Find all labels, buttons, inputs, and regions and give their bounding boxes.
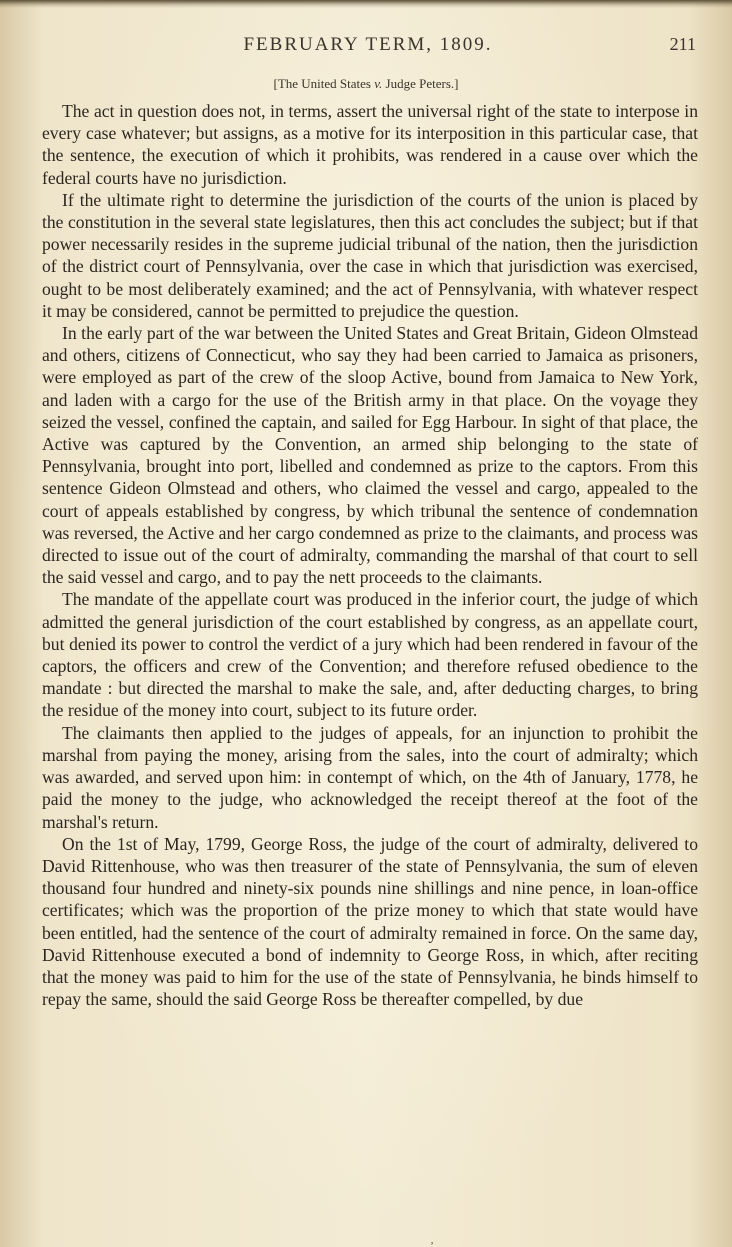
paragraph-2: If the ultimate right to determine the jurisdiction of the courts of the union is placed by the constitution in the several state legislatures, then this act concludes the subject; but if that power necessarily resides in the supreme judicial tribunal of the nation, then the jurisdiction of the district court of Pennsylvania, over the case in which that jurisdiction was exercised, ought to be most deliberately examined; and the act of Pennsylvania, with whatever respect it may be considered, cannot be permitted to prejudice the question. <box>42 189 698 321</box>
running-title: FEBRUARY TERM, 1809. <box>243 34 493 55</box>
paragraph-6: On the 1st of May, 1799, George Ross, the judge of the court of admiralty, delivered to David Rittenhouse, who was then treasurer of the state of Pennsylvania, the sum of eleven thousand four hundred and ninety-six pounds nine shillings and nine pence, in loan-office certificates; which was the proportion of the prize money to which that state would have been entitled, had the sentence of the court of admiralty remained in force. On the same day, David Rittenhouse executed a bond of indemnity to George Ross, in which, after reciting that the money was paid to him for the use of the state of Pennsylvania, he binds himself to repay the same, should the said George Ross be thereafter compelled, by due <box>42 833 698 1010</box>
page-number: 211 <box>669 34 696 54</box>
footer-mark: ‚ <box>430 1232 434 1246</box>
paragraph-4: The mandate of the appellate court was produced in the inferior court, the judge of which admitted the general jurisdiction of the court established by congress, as an appellate court, but denied its power to control the verdict of a jury which had been rendered in favour of the captors, the officers and crew of the Convention; and therefore refused obedience to the mandate : but directed the marshal to make the sale, and, after deducting charges, to bring the residue of the money into court, subject to its future order. <box>42 589 698 721</box>
case-caption-prefix: [The United States <box>273 76 371 91</box>
paragraph-1: The act in question does not, in terms, assert the universal right of the state to interpose in every case whatever; but assigns, as a motive for its interposition in this particular case, that the sentence, the execution of which it prohibits, was rendered in a cause over which the federal courts have no jurisdiction. <box>42 101 698 188</box>
paragraph-3: In the early part of the war between the United States and Great Britain, Gideon Olmstead and others, citizens of Connecticut, who say they had been carried to Jamaica as prisoners, were employed as part of the crew of the sloop Active, bound from Jamaica to New York, and laden with a cargo for the use of the British army in that place. On the voyage they seized the vessel, confined the captain, and sailed for Egg Harbour. In sight of that place, the Active was captured by the Convention, an armed ship belonging to the state of Pennsylvania, brought into port, libelled and condemned as prize to the captors. From this sentence Gideon Olmstead and others, who claimed the vessel and cargo, appealed to the court of appeals established by congress, by which tribunal the sentence of condemnation was reversed, the Active and her cargo condemned as prize to the claimants, and process was directed to issue out of the court of admiralty, commanding the marshal of that court to sell the said vessel and cargo, and to pay the nett proceeds to the claimants. <box>42 323 698 588</box>
body-text <box>42 100 698 1010</box>
running-head <box>40 34 696 58</box>
paragraph-5: The claimants then applied to the judges of appeals, for an injunction to prohibit the marshal from paying the money, arising from the sales, into the court of admiralty; which was awarded, and served upon him: in contempt of which, on the 4th of January, 1778, he paid the money to the judge, who acknowledged the receipt thereof at the foot of the marshal's return. <box>42 722 698 832</box>
case-caption-versus: v. <box>374 76 383 91</box>
page-edge-shadow <box>0 0 732 8</box>
case-caption <box>0 76 732 92</box>
case-caption-suffix: Judge Peters.] <box>385 76 459 91</box>
